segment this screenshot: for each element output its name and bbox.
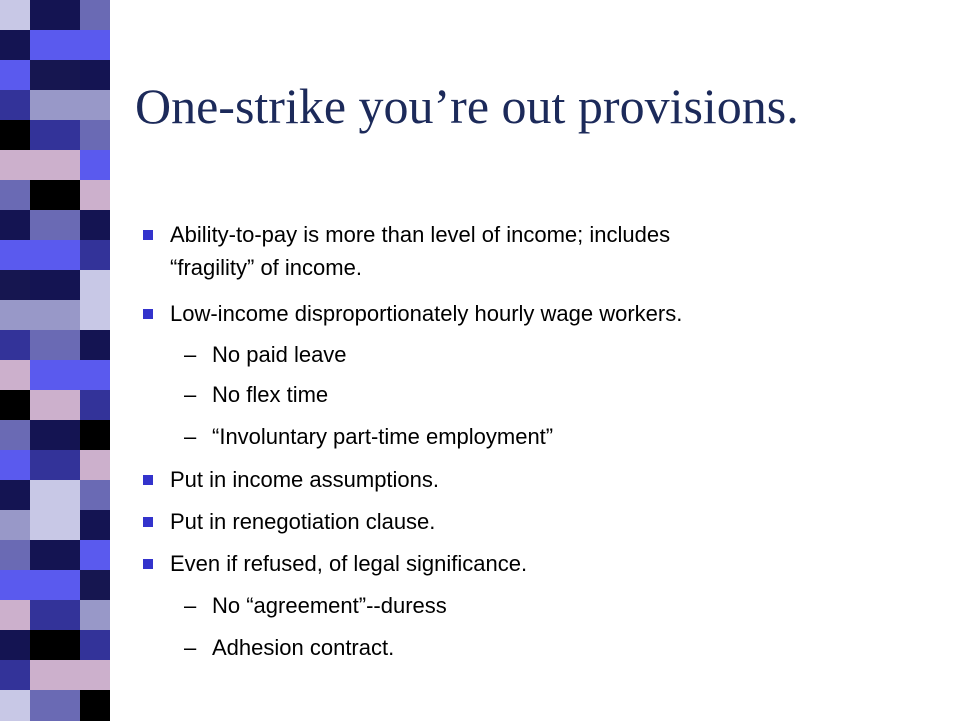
bullet-text: No flex time — [212, 382, 329, 407]
bullet-text: Low-income disproportionately hourly wage workers. — [170, 301, 683, 326]
bullet-item — [170, 547, 527, 580]
bullet-text: “Involuntary part-time employment” — [212, 424, 554, 449]
bullet-item — [170, 218, 670, 284]
bullet-item — [170, 463, 439, 496]
bullet-item — [170, 505, 435, 538]
dash-marker: – — [184, 382, 197, 407]
bullet-text: “fragility” of income. — [170, 255, 362, 280]
dash-marker: – — [184, 635, 197, 660]
slide-title: One-strike you’re out provisions. — [135, 78, 799, 134]
bullet-text: Put in income assumptions. — [170, 467, 440, 492]
bullet-square-icon — [143, 309, 153, 319]
bullet-text: Even if refused, of legal significance. — [170, 551, 528, 576]
bullet-text: Put in renegotiation clause. — [170, 509, 436, 534]
sub-bullet-item — [184, 378, 329, 411]
sub-bullet-item — [184, 589, 447, 622]
bullet-square-icon — [143, 230, 153, 240]
bullet-square-icon — [143, 559, 153, 569]
sub-bullet-item — [184, 420, 554, 453]
dash-marker: – — [184, 342, 197, 367]
sub-bullet-item — [184, 338, 347, 371]
sub-bullet-item — [184, 631, 395, 664]
bullet-text: No “agreement”--duress — [212, 593, 447, 618]
dash-marker: – — [184, 424, 197, 449]
bullet-text: Adhesion contract. — [212, 635, 395, 660]
bullet-item — [170, 297, 682, 330]
bullet-square-icon — [143, 517, 153, 527]
bullet-square-icon — [143, 475, 153, 485]
dash-marker: – — [184, 593, 197, 618]
bullet-text: Ability-to-pay is more than level of income; includes — [170, 222, 671, 247]
bullet-text: No paid leave — [212, 342, 347, 367]
